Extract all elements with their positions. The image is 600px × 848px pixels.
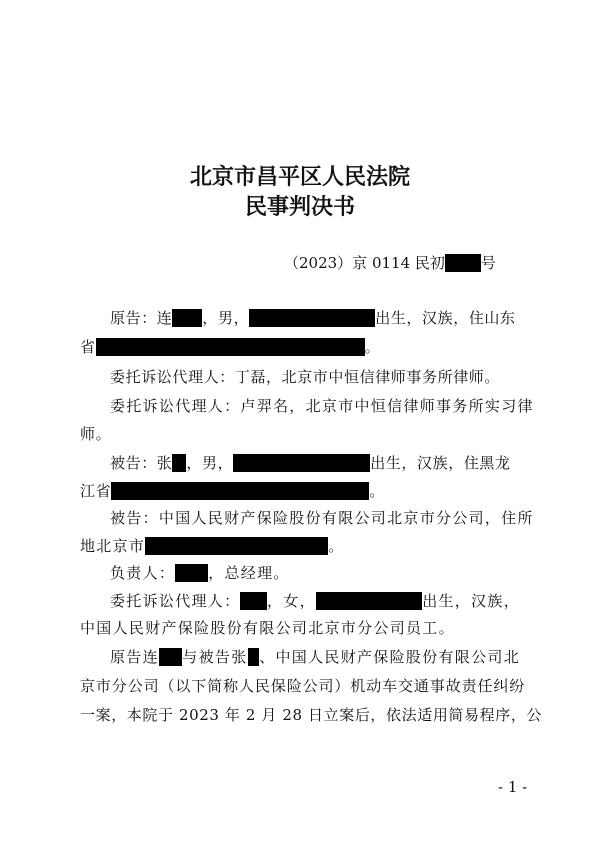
text: ，总经理。	[208, 564, 290, 582]
text: 中国人民财产保险股份有限公司北京市分公司员工。	[80, 619, 455, 637]
redaction	[145, 537, 328, 555]
redaction	[175, 564, 208, 582]
text: ，男，	[186, 454, 234, 472]
agent-line-2	[110, 396, 534, 416]
text: 出生，汉族，	[422, 592, 520, 610]
text: 出生，汉族，住山东	[375, 309, 516, 327]
case-number	[284, 252, 496, 273]
text: 原告：连	[110, 309, 173, 327]
text: 负责人：	[110, 564, 176, 582]
redaction	[233, 454, 370, 472]
case-number-prefix: （2023）京 0114 民初	[284, 254, 445, 272]
plaintiff-line	[110, 308, 520, 328]
text: 委托诉讼代理人：丁磊，北京市中恒信律师事务所律师。	[110, 368, 501, 386]
text: 委托诉讼代理人：	[110, 592, 241, 610]
redaction	[240, 592, 267, 610]
text: ，男，	[202, 309, 250, 327]
text: 。	[369, 482, 385, 500]
text: 。	[328, 537, 345, 555]
redaction	[172, 309, 202, 327]
redaction	[111, 482, 369, 500]
text: 被告：中国人民财产保险股份有限公司北京市分公司，住所	[110, 509, 534, 527]
text: 。	[364, 338, 381, 356]
text: 与被告张	[182, 648, 248, 666]
redaction	[249, 309, 375, 327]
redaction	[445, 254, 481, 272]
defendant-1-address	[80, 481, 520, 501]
page-number: - 1 -	[498, 778, 528, 796]
text: 一案，本院于 2023 年 2 月 28 日立案后，依法适用简易程序，公	[80, 706, 543, 724]
court-name: 北京市昌平区人民法院	[189, 164, 410, 190]
defendant-1-line	[110, 453, 520, 473]
text: 江省	[80, 482, 112, 500]
text: 、中国人民财产保险股份有限公司北	[259, 648, 520, 666]
redaction	[159, 648, 182, 666]
case-number-suffix: 号	[480, 254, 496, 272]
plaintiff-address	[80, 337, 520, 357]
redaction	[172, 454, 186, 472]
text: 委托诉讼代理人：卢羿名，北京市中恒信律师事务所实习律	[110, 397, 534, 415]
case-intro-line-2	[80, 676, 526, 696]
redaction	[96, 338, 365, 356]
text: 师。	[80, 425, 112, 443]
defendant-2-address	[80, 536, 520, 556]
defendant-2-line	[110, 508, 534, 528]
agent-line-1	[110, 367, 520, 387]
text: 被告：张	[110, 454, 173, 472]
case-intro-line-1	[110, 647, 520, 667]
text: 省	[80, 338, 96, 356]
responsible-person	[110, 563, 520, 583]
redaction	[248, 648, 260, 666]
text: 京市分公司（以下简称人民保险公司）机动车交通事故责任纠纷	[80, 677, 526, 695]
document-title: 民事判决书	[244, 194, 355, 220]
text: ，女，	[266, 592, 316, 610]
agent-line-3-cont	[80, 618, 520, 638]
agent-line-3	[110, 591, 520, 611]
case-intro-line-3	[80, 705, 543, 725]
text: 出生，汉族，住黑龙	[370, 454, 511, 472]
agent-line-2-cont	[80, 424, 520, 444]
text: 原告连	[110, 648, 159, 666]
redaction	[316, 592, 422, 610]
text: 地北京市	[80, 537, 146, 555]
